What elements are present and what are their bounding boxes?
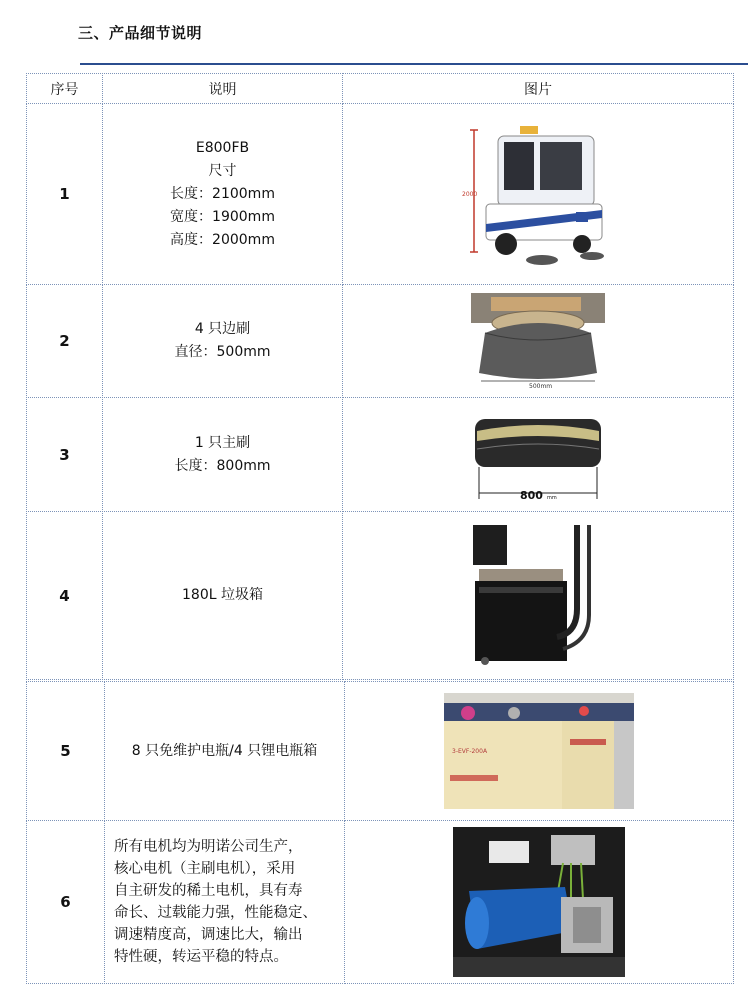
row-index: 2 bbox=[26, 284, 103, 398]
garbage-bin-image bbox=[473, 525, 603, 667]
description-line: 特性硬，转运平稳的特点。 bbox=[114, 949, 288, 965]
description-line: 调速精度高，调速比大，输出 bbox=[114, 927, 303, 943]
length-label: 800 bbox=[520, 488, 543, 501]
description-line: 长度：800mm bbox=[174, 457, 271, 474]
description-line: 核心电机（主刷电机），采用 bbox=[114, 861, 296, 877]
battery-image bbox=[444, 693, 634, 809]
battery-model-label: 3-EVF-200A bbox=[452, 748, 488, 755]
header-index: 序号 bbox=[26, 73, 103, 104]
row-description bbox=[102, 284, 343, 398]
row-image-cell bbox=[344, 820, 734, 984]
main-brush-image bbox=[471, 409, 605, 501]
title-divider bbox=[80, 63, 748, 65]
diameter-label: 500mm bbox=[529, 383, 553, 389]
description-line: 高度：2000mm bbox=[170, 231, 275, 248]
description-line: 自主研发的稀土电机，具有寿 bbox=[114, 883, 303, 899]
motor-image bbox=[453, 827, 625, 977]
row-description bbox=[104, 681, 345, 821]
row-image-cell bbox=[342, 103, 734, 285]
description-line: 1 只主刷 bbox=[194, 434, 251, 451]
description-line: 4 只边刷 bbox=[194, 321, 251, 337]
description-line: 8 只免维护电瓶/4 只锂电瓶箱 bbox=[131, 742, 318, 759]
description-line: 宽度：1900mm bbox=[170, 208, 275, 225]
row-index: 6 bbox=[26, 820, 105, 984]
row-description bbox=[104, 820, 345, 984]
row-index: 3 bbox=[26, 397, 103, 512]
row-image-cell bbox=[344, 681, 734, 821]
row-description bbox=[102, 511, 343, 680]
description-line: 尺寸 bbox=[208, 162, 237, 179]
sweeper-vehicle-image bbox=[458, 114, 618, 274]
description-line: 所有电机均为明诺公司生产， bbox=[114, 839, 303, 855]
description-line: 命长、过载能力强，性能稳定、 bbox=[114, 905, 317, 921]
header-image: 图片 bbox=[342, 73, 734, 104]
height-label: 2000 bbox=[462, 191, 478, 198]
length-unit: mm bbox=[547, 494, 557, 501]
description-line: 长度：2100mm bbox=[170, 185, 275, 202]
row-image-cell bbox=[342, 284, 734, 398]
row-image-cell bbox=[342, 397, 734, 512]
row-description bbox=[102, 397, 343, 512]
row-description bbox=[102, 103, 343, 285]
description-line: E800FB bbox=[195, 139, 250, 156]
row-image-cell bbox=[342, 511, 734, 680]
row-index: 4 bbox=[26, 511, 103, 680]
side-brush-image bbox=[471, 293, 605, 389]
description-line: 直径：500mm bbox=[174, 344, 271, 360]
row-index: 1 bbox=[26, 103, 103, 285]
description-line: 180L 垃圾箱 bbox=[182, 587, 263, 603]
section-title: 三、产品细节说明 bbox=[78, 24, 203, 42]
row-index: 5 bbox=[26, 681, 105, 821]
header-description: 说明 bbox=[102, 73, 343, 104]
